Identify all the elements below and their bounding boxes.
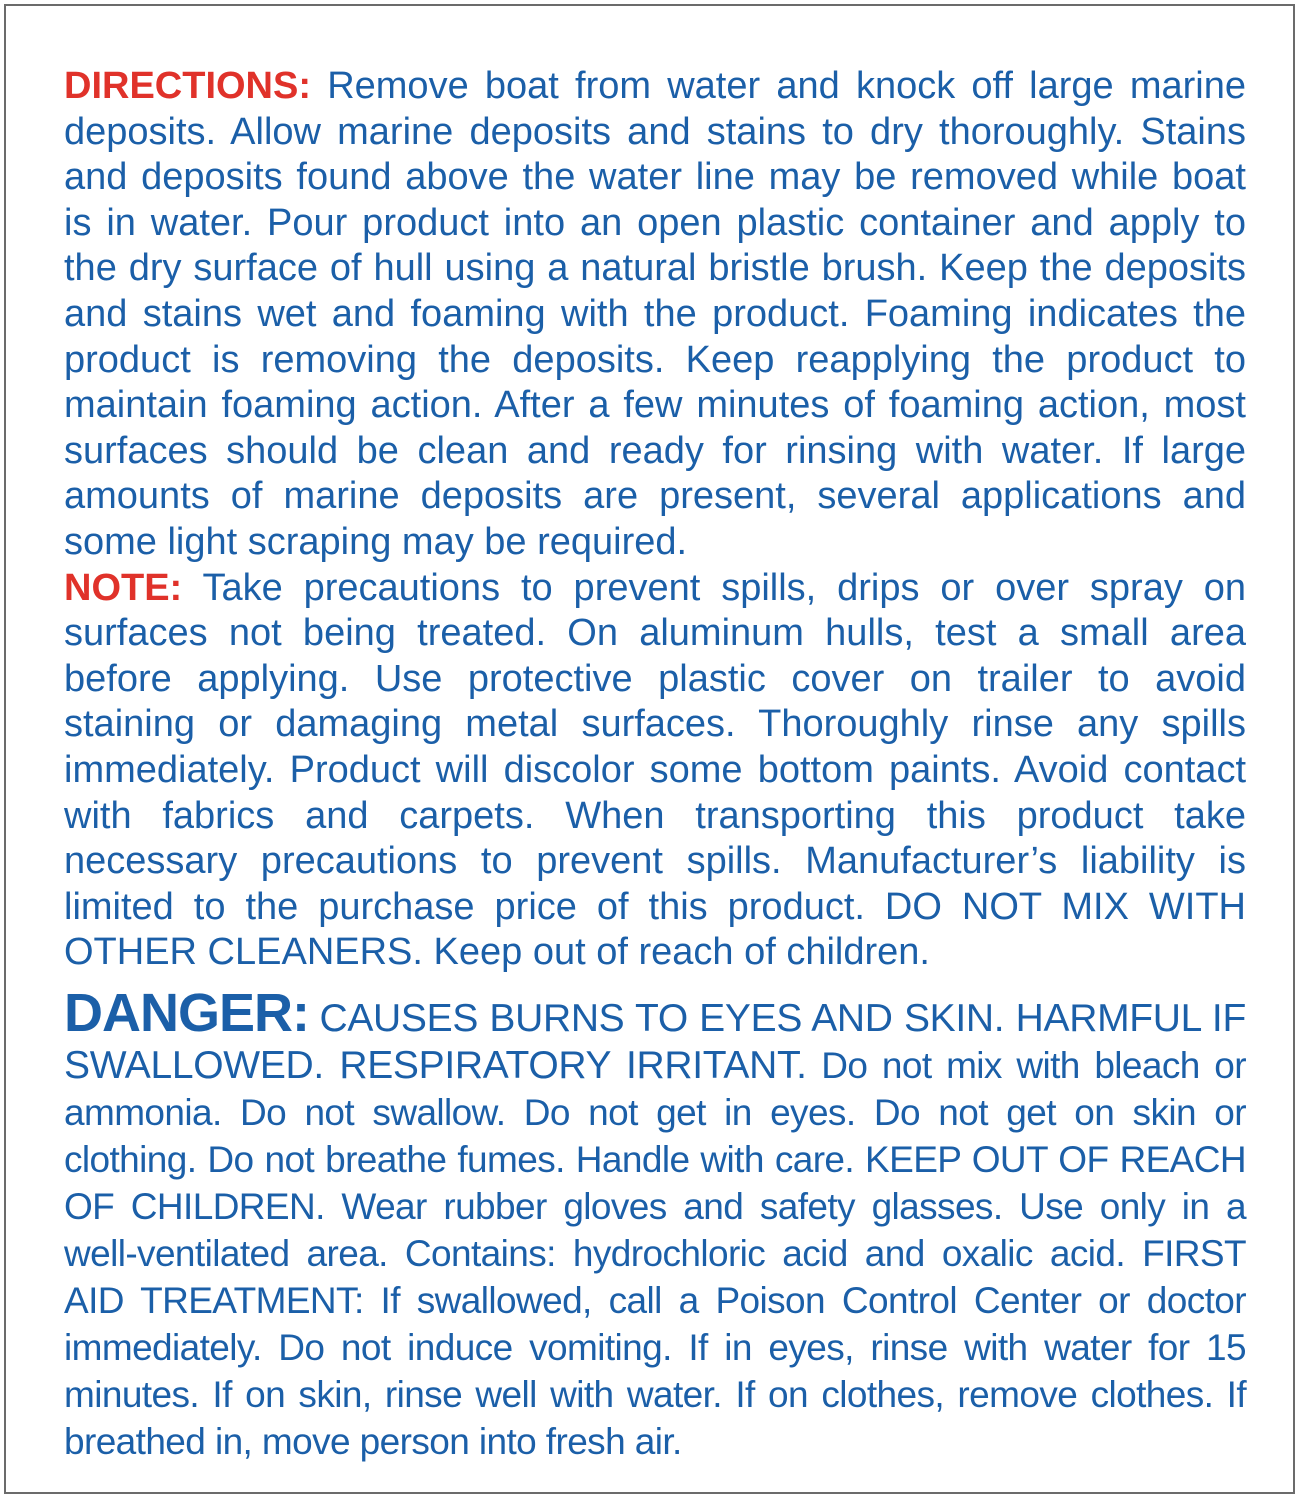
danger-heading: DANGER: [64, 982, 309, 1043]
danger-instructions: Do not mix with bleach or ammonia. Do not swallow. Do not get in eyes. Do not get on skin or clothing. Do not breathe fumes. Handle with care. KEEP OUT OF REACH OF CHILDREN. Wear rubber gloves and safety glasses. Use only in a well-ventilated area. Contains: hydrochloric acid and oxalic acid. FIRST AID TREATMENT: If swallowed, call a Poison Control Center or doctor immediately. Do not induce vomiting. If in eyes, rinse with water for 15 minutes. If on skin, rinse well with water. If on clothes, remove clothes. If breathed in, move person into fresh air. [64, 1044, 1246, 1462]
danger-hazard-statement: CAUSES BURNS TO EYES AND SKIN. HARMFUL IF SWALLOWED. RESPIRATORY IRRITANT. [64, 996, 1246, 1087]
note-text: Take precautions to prevent spills, drips or over spray on surfaces not being treated. On aluminum hulls, test a small area before applying. Use protective plastic cover on trailer to avoid staining or damaging metal surfaces. Thoroughly rinse any spills immediately. Product will discolor some bottom paints. Avoid contact with fabrics and carpets. When transporting this product take necessary precautions to prevent spills. Manufacturer’s liability is limited to the purchase price of this product. DO NOT MIX WITH OTHER CLEANERS. Keep out of reach of children. [64, 566, 1246, 974]
directions-text: Remove boat from water and knock off large marine deposits. Allow marine deposits and stains to dry thoroughly. Stains and deposits found above the water line may be removed while boat is in water. Pour product into an open plastic container and apply to the dry surface of hull using a natural bristle brush. Keep the deposits and stains wet and foaming with the product. Foaming indicates the product is removing the deposits. Keep reapplying the product to maintain foaming action. After a few minutes of foaming action, most surfaces should be clean and ready for rinsing with water. If large amounts of marine deposits are present, several applications and some light scraping may be required. [64, 65, 1246, 563]
note-paragraph [64, 566, 1246, 976]
note-heading: NOTE: [64, 566, 183, 609]
danger-paragraph [64, 982, 1246, 1465]
directions-heading: DIRECTIONS: [64, 65, 311, 107]
danger-section [64, 982, 1246, 1465]
directions-paragraph [64, 64, 1246, 566]
label-content [64, 64, 1246, 1465]
label-panel [4, 4, 1295, 1494]
